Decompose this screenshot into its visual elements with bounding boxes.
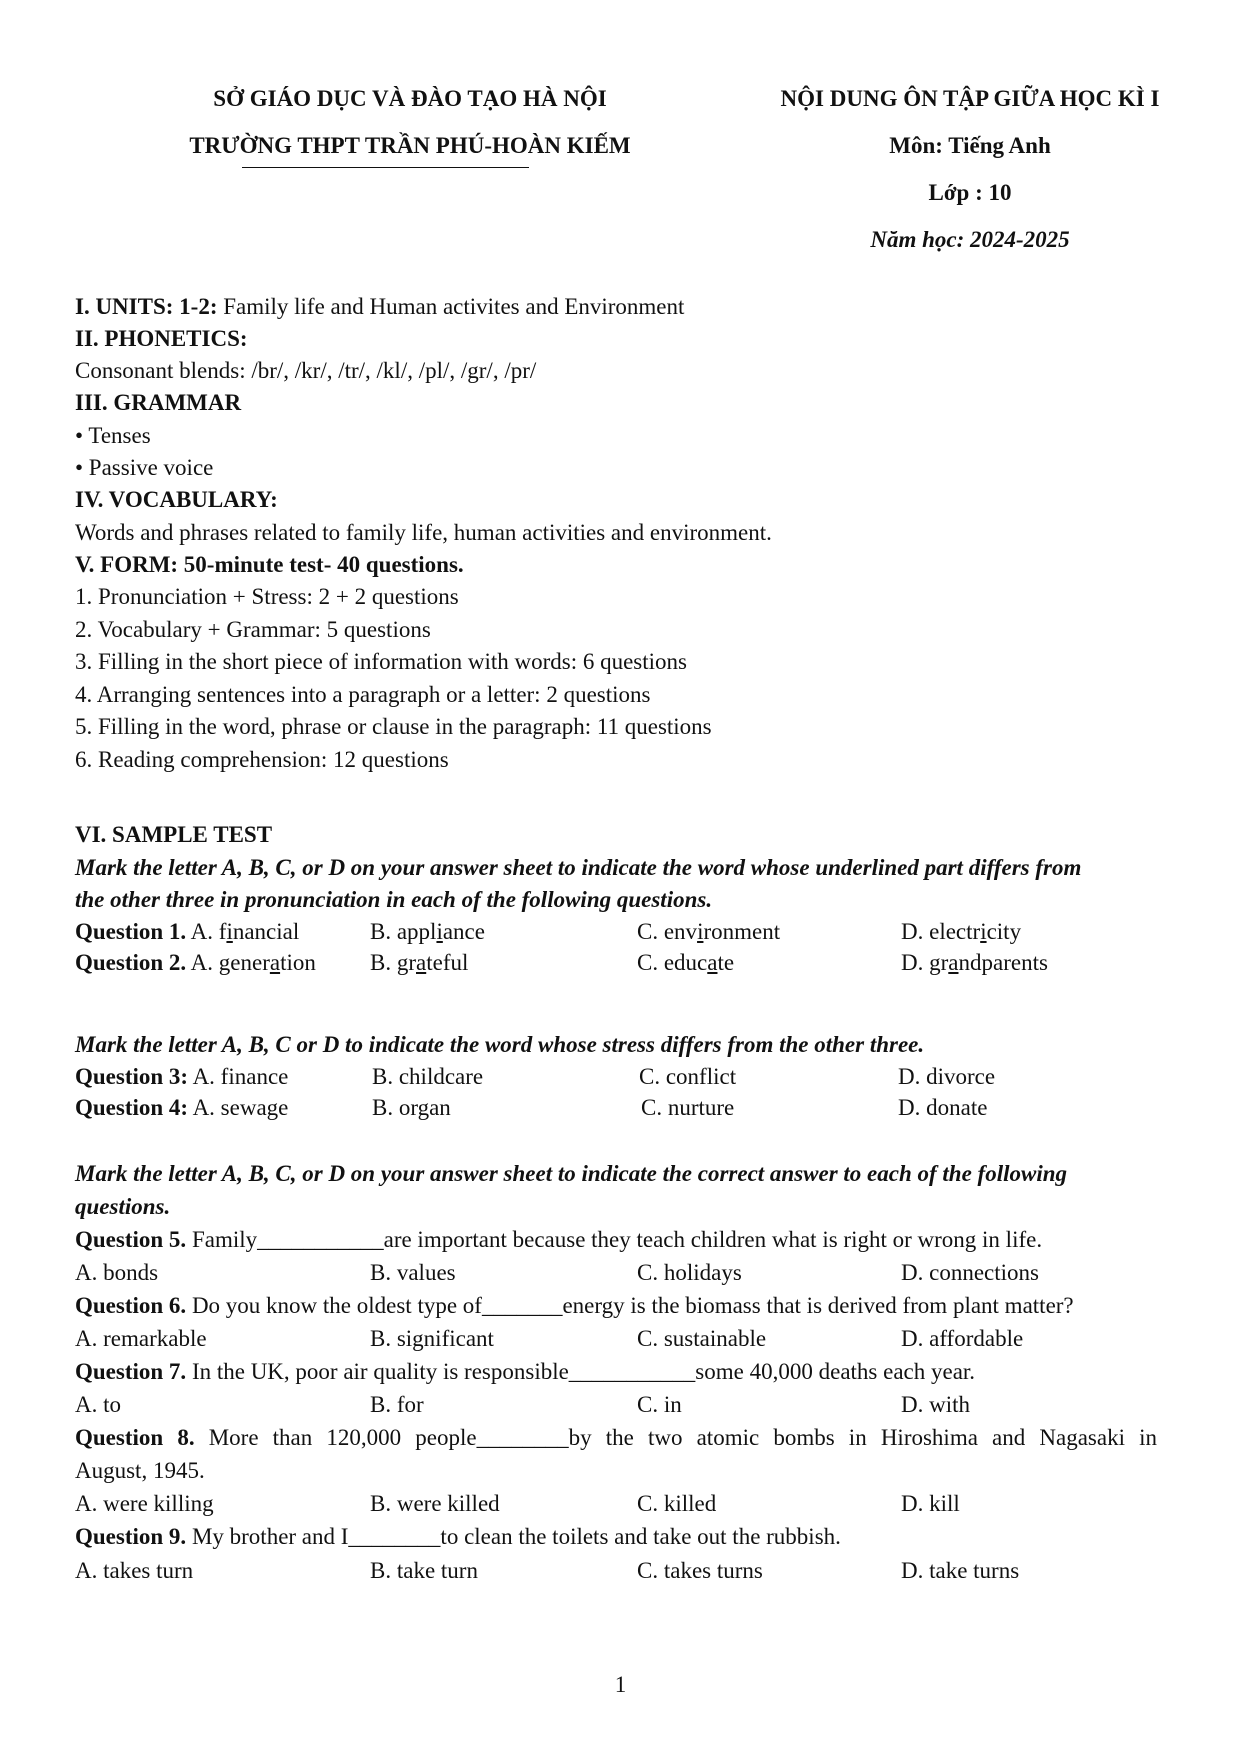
grammar-item: • Tenses [75, 423, 151, 448]
question-5-stem: Question 5. Family___________are important because they teach children what is right or wrong in life. [75, 1227, 1043, 1252]
question-8-stem: Question 8. More than 120,000 people________by the two atomic bombs in Hiroshima and Nagasaki in [75, 1425, 1158, 1450]
question-2-option-a[interactable]: Question 2. A. generation [75, 950, 316, 975]
question-7-stem: Question 7. In the UK, poor air quality is responsible___________some 40,000 deaths each year. [75, 1359, 976, 1384]
question-9-options [0, 1556, 1241, 1586]
page-number: 1 [614, 1672, 627, 1697]
school-name: TRƯỜNG THPT TRẦN PHÚ-HOÀN KIẾM [189, 133, 631, 158]
question-6-option-c[interactable]: C. sustainable [637, 1326, 767, 1351]
question-7-option-c[interactable]: C. in [637, 1392, 682, 1417]
question-6-options [0, 1324, 1241, 1354]
question-3-option-b[interactable]: B. childcare [372, 1064, 484, 1089]
question-4-option-b[interactable]: B. organ [372, 1095, 451, 1120]
subject: Môn: Tiếng Anh [889, 133, 1051, 158]
question-9-stem: Question 9. My brother and I________to clean the toilets and take out the rubbish. [75, 1524, 841, 1549]
question-9-option-a[interactable]: A. takes turn [75, 1558, 194, 1583]
question-7-option-d[interactable]: D. with [901, 1392, 970, 1417]
question-2 [0, 948, 1241, 978]
question-3-option-a[interactable]: Question 3: A. finance [75, 1064, 289, 1089]
question-1-option-d[interactable]: D. electricity [901, 919, 1022, 944]
form-item: 2. Vocabulary + Grammar: 5 questions [75, 617, 431, 642]
question-9-option-b[interactable]: B. take turn [370, 1558, 478, 1583]
question-9-option-c[interactable]: C. takes turns [637, 1558, 763, 1583]
document-title: NỘI DUNG ÔN TẬP GIỮA HỌC KÌ I [780, 86, 1160, 111]
grammar-heading: III. GRAMMAR [75, 390, 242, 415]
question-8-option-d[interactable]: D. kill [901, 1491, 960, 1516]
question-8-stem-continued: August, 1945. [75, 1458, 205, 1483]
question-3-option-c[interactable]: C. conflict [639, 1064, 737, 1089]
stress-instruction: Mark the letter A, B, C or D to indicate the word whose stress differs from the other three. [75, 1032, 925, 1057]
question-6-option-d[interactable]: D. affordable [901, 1326, 1024, 1351]
question-6-stem: Question 6. Do you know the oldest type of_______energy is the biomass that is derived from plant matter? [75, 1293, 1074, 1318]
question-5-option-c[interactable]: C. holidays [637, 1260, 742, 1285]
school-year: Năm học: 2024-2025 [870, 227, 1070, 252]
grade: Lớp : 10 [928, 180, 1012, 205]
sample-test-heading: VI. SAMPLE TEST [75, 822, 273, 847]
question-1-option-a[interactable]: Question 1. A. financial [75, 919, 300, 944]
question-3-option-d[interactable]: D. divorce [898, 1064, 996, 1089]
header-divider [242, 167, 529, 168]
question-3 [0, 1062, 1241, 1092]
form-item: 5. Filling in the word, phrase or clause in the paragraph: 11 questions [75, 714, 712, 739]
question-2-option-c[interactable]: C. educate [637, 950, 735, 975]
question-4-option-a[interactable]: Question 4: A. sewage [75, 1095, 289, 1120]
question-7-options [0, 1390, 1241, 1420]
question-4-option-d[interactable]: D. donate [898, 1095, 988, 1120]
vocabulary-text: Words and phrases related to family life, human activities and environment. [75, 520, 772, 545]
question-8-option-c[interactable]: C. killed [637, 1491, 717, 1516]
phonetics-heading: II. PHONETICS: [75, 326, 248, 351]
form-item: 6. Reading comprehension: 12 questions [75, 747, 449, 772]
units-line: I. UNITS: 1-2: Family life and Human activites and Environment [75, 294, 685, 319]
question-8-option-a[interactable]: A. were killing [75, 1491, 214, 1516]
question-6-option-a[interactable]: A. remarkable [75, 1326, 207, 1351]
correct-answer-instruction: questions. [75, 1194, 171, 1219]
question-1-option-b[interactable]: B. appliance [370, 919, 485, 944]
question-8-options [0, 1489, 1241, 1519]
question-5-options [0, 1258, 1241, 1288]
pronunciation-instruction: Mark the letter A, B, C, or D on your answer sheet to indicate the word whose underlined part differs from [75, 855, 1082, 880]
form-item: 3. Filling in the short piece of information with words: 6 questions [75, 649, 687, 674]
form-item: 1. Pronunciation + Stress: 2 + 2 questions [75, 584, 459, 609]
question-4 [0, 1093, 1241, 1123]
question-4-option-c[interactable]: C. nurture [641, 1095, 735, 1120]
question-1 [0, 917, 1241, 947]
department-name: SỞ GIÁO DỤC VÀ ĐÀO TẠO HÀ NỘI [213, 86, 607, 111]
question-7-option-a[interactable]: A. to [75, 1392, 121, 1417]
question-5-option-a[interactable]: A. bonds [75, 1260, 159, 1285]
question-2-option-d[interactable]: D. grandparents [901, 950, 1048, 975]
phonetics-text: Consonant blends: /br/, /kr/, /tr/, /kl/, /pl/, /gr/, /pr/ [75, 358, 537, 383]
question-8-option-b[interactable]: B. were killed [370, 1491, 500, 1516]
form-item: 4. Arranging sentences into a paragraph or a letter: 2 questions [75, 682, 651, 707]
question-5-option-b[interactable]: B. values [370, 1260, 456, 1285]
question-1-option-c[interactable]: C. environment [637, 919, 781, 944]
question-2-option-b[interactable]: B. grateful [370, 950, 469, 975]
form-heading: V. FORM: 50-minute test- 40 questions. [75, 552, 464, 577]
question-7-option-b[interactable]: B. for [370, 1392, 424, 1417]
question-6-option-b[interactable]: B. significant [370, 1326, 494, 1351]
pronunciation-instruction: the other three in pronunciation in each of the following questions. [75, 887, 713, 912]
question-5-option-d[interactable]: D. connections [901, 1260, 1039, 1285]
vocabulary-heading: IV. VOCABULARY: [75, 487, 278, 512]
grammar-item: • Passive voice [75, 455, 214, 480]
correct-answer-instruction: Mark the letter A, B, C, or D on your answer sheet to indicate the correct answer to each of the following [75, 1161, 1068, 1186]
question-9-option-d[interactable]: D. take turns [901, 1558, 1020, 1583]
